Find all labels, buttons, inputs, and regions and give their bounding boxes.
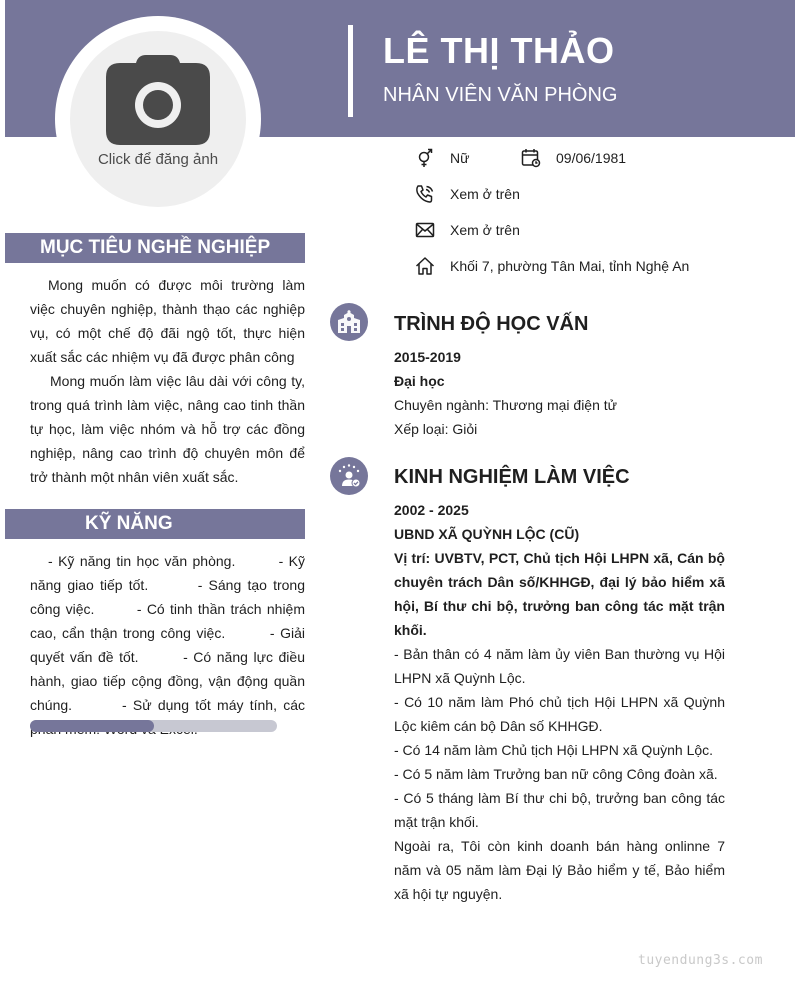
objective-heading: MỤC TIÊU NGHỀ NGHIỆP bbox=[5, 233, 305, 263]
skills-text: - Kỹ năng tin học văn phòng. - Kỹ năng giao tiếp tốt. - Sáng tạo trong công việc. - Có tinh thần trách nhiệm cao, cẩn thận trong công việc. - Giải quyết vấn đề tốt. - Có năng lực điều hành, giao tiếp cộng đồng, vận động quần chúng. - Sử dụng tốt máy tính, các bbox=[30, 553, 305, 713]
candidate-name[interactable]: LÊ THỊ THẢO bbox=[383, 30, 615, 71]
education-degree: Đại học bbox=[394, 373, 445, 389]
camera-icon bbox=[106, 55, 210, 145]
objective-paragraph-2: Mong muốn làm việc lâu dài với công ty, trong quá trình làm việc, nâng cao tinh thần tự học, làm việc nhóm và hỗ trợ các đồng nghiệp, nâng cao trình độ chuyên môn để trở thành một nhân viên xuất sắc. bbox=[30, 373, 305, 485]
gender-icon bbox=[415, 148, 435, 168]
contact-gender bbox=[415, 148, 469, 168]
skills-heading: KỸ NĂNG bbox=[5, 509, 305, 539]
objective-text bbox=[30, 273, 305, 489]
education-heading: TRÌNH ĐỘ HỌC VẤN bbox=[394, 313, 589, 335]
contact-phone bbox=[415, 184, 520, 204]
avatar-upload-label: Click để đăng ảnh bbox=[97, 151, 219, 168]
rated-person-icon bbox=[335, 462, 363, 490]
education-details bbox=[394, 345, 725, 441]
gender-value: Nữ bbox=[450, 150, 470, 166]
birthday-value: 09/06/1981 bbox=[556, 150, 627, 166]
contact-address bbox=[415, 256, 689, 276]
experience-organization: UBND XÃ QUỲNH LỘC (CŨ) bbox=[394, 526, 580, 542]
experience-position: Vị trí: UVBTV, PCT, Chủ tịch Hội LHPN xã, Cán bộ chuyên trách Dân số/KHHGĐ, đại lý bảo hiểm xã hội, Bí thư chi bộ, trưởng ban công tác mặt trận khối. bbox=[394, 550, 725, 638]
school-icon bbox=[336, 309, 362, 335]
phone-value[interactable]: Xem ở trên bbox=[450, 186, 520, 202]
header-divider bbox=[348, 25, 353, 117]
experience-period: 2002 - 2025 bbox=[394, 502, 469, 518]
education-section-icon bbox=[330, 303, 368, 341]
contact-email bbox=[415, 220, 520, 240]
experience-details bbox=[394, 498, 725, 906]
site-watermark: tuyendung3s.com bbox=[638, 953, 763, 968]
experience-item: - Bản thân có 4 năm làm ủy viên Ban thường vụ Hội LHPN xã Quỳnh Lộc. bbox=[394, 646, 725, 686]
experience-section-icon bbox=[330, 457, 368, 495]
education-period: 2015-2019 bbox=[394, 349, 461, 365]
skill-level-bar bbox=[30, 720, 277, 732]
email-value[interactable]: Xem ở trên bbox=[450, 222, 520, 238]
avatar-upload[interactable] bbox=[70, 31, 246, 207]
skill-level-fill bbox=[30, 720, 154, 732]
contact-birthday bbox=[521, 148, 626, 168]
objective-paragraph-1: Mong muốn có được môi trường làm việc chuyên nghiệp, thành thạo các nghiệp vụ, có một chế độ đãi ngộ tốt, thực hiện xuất sắc các nhiệm vụ đã được phân công bbox=[30, 277, 305, 365]
home-icon bbox=[415, 256, 435, 276]
experience-item: Ngoài ra, Tôi còn kinh doanh bán hàng onlinne 7 năm và 05 năm làm Đại lý Bảo hiểm y tế, Bảo hiểm xã hội tự nguyện. bbox=[394, 838, 725, 902]
phone-icon bbox=[415, 184, 435, 204]
job-title[interactable]: NHÂN VIÊN VĂN PHÒNG bbox=[383, 84, 618, 106]
calendar-icon bbox=[521, 148, 541, 168]
mail-icon bbox=[415, 220, 435, 240]
experience-heading: KINH NGHIỆM LÀM VIỆC bbox=[394, 466, 630, 488]
experience-item: - Có 5 tháng làm Bí thư chi bộ, trưởng ban công tác mặt trận khối. bbox=[394, 790, 725, 830]
experience-item: - Có 14 năm làm Chủ tịch Hội LHPN xã Quỳnh Lộc. bbox=[394, 742, 714, 758]
education-rank: Xếp loại: Giỏi bbox=[394, 421, 478, 437]
experience-item: - Có 5 năm làm Trưởng ban nữ công Công đoàn xã. bbox=[394, 766, 718, 782]
experience-item: - Có 10 năm làm Phó chủ tịch Hội LHPN xã Quỳnh Lộc kiêm cán bộ Dân số KHHGĐ. bbox=[394, 694, 725, 734]
education-major: Chuyên ngành: Thương mại điện tử bbox=[394, 397, 618, 413]
address-value: Khối 7, phường Tân Mai, tỉnh Nghệ An bbox=[450, 258, 690, 274]
